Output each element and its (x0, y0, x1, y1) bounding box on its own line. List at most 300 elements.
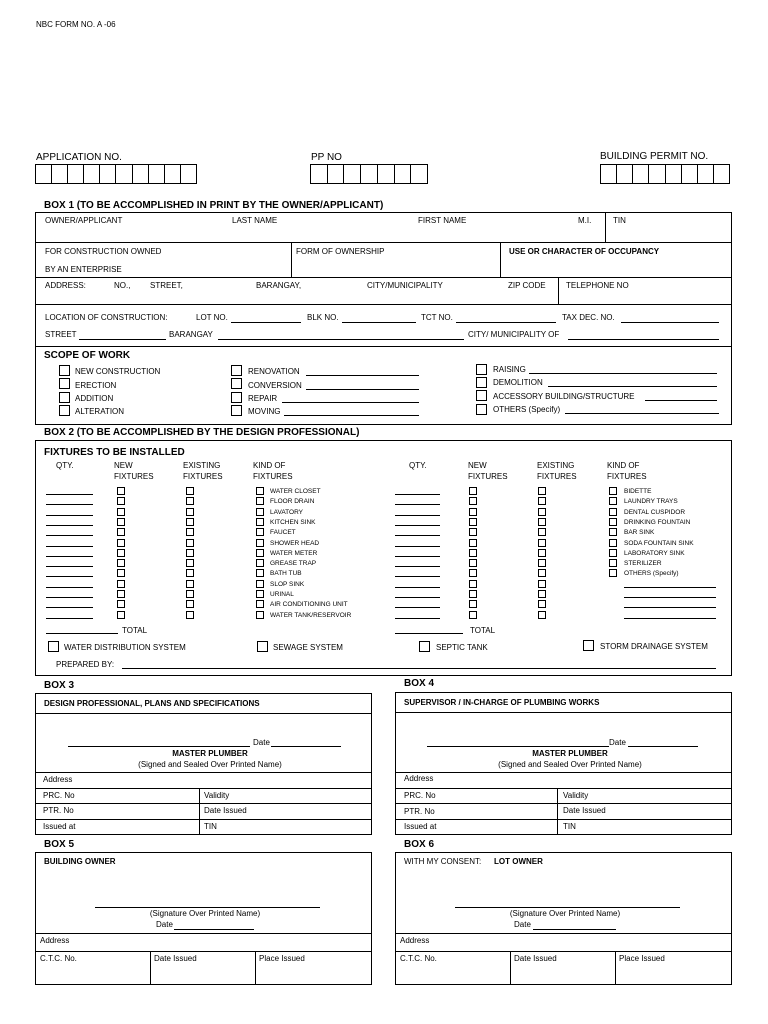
pp-no-label: PP NO (311, 152, 342, 163)
box4-divider (395, 772, 732, 773)
fixture-qty-field[interactable] (395, 546, 440, 547)
new-fixture-checkbox[interactable] (117, 600, 125, 608)
moving-checkbox[interactable] (231, 405, 242, 416)
box4-label: BOX 4 (404, 678, 435, 689)
alteration-checkbox[interactable] (59, 405, 70, 416)
kind-fixture-checkbox[interactable] (256, 611, 264, 619)
system-label: STORM DRAINAGE SYSTEM (600, 642, 708, 651)
address-barangay-label: BARANGAY, (256, 281, 302, 290)
fixture-label: SODA FOUNTAIN SINK (624, 539, 694, 547)
other-fixture-field[interactable] (624, 618, 716, 619)
others-field[interactable] (565, 413, 719, 414)
fixture-label: BAR SINK (624, 529, 655, 537)
box4-divider (395, 819, 732, 820)
repair-checkbox[interactable] (231, 392, 242, 403)
tax-dec-label: TAX DEC. NO. (562, 313, 615, 322)
kind-header-1: KIND OF (253, 461, 286, 470)
box4-issued-at-label: Issued at (404, 822, 437, 831)
kind-fixture-checkbox[interactable] (256, 590, 264, 598)
fixture-qty-field[interactable] (46, 515, 93, 516)
box6-consent-label: WITH MY CONSENT: (404, 857, 482, 866)
kind-fixture-checkbox[interactable] (256, 518, 264, 526)
fixture-qty-field[interactable] (46, 587, 93, 588)
box4-divider (395, 788, 732, 789)
existing-fixture-checkbox[interactable] (186, 611, 194, 619)
demolition-checkbox[interactable] (476, 377, 487, 388)
tct-no-field[interactable] (456, 322, 556, 323)
fixture-label: SHOWER HEAD (270, 539, 320, 547)
box4-ptr-label: PTR. No (404, 807, 435, 816)
existing-fixture-checkbox[interactable] (186, 590, 194, 598)
construction-owned-label: FOR CONSTRUCTION OWNED (45, 247, 162, 256)
scope-label: ADDITION (75, 394, 114, 403)
box6-place-issued-label: Place Issued (619, 954, 665, 963)
box3-title: DESIGN PROFESSIONAL, PLANS AND SPECIFICATIONS (44, 699, 260, 708)
new-header-2: FIXTURES (114, 472, 154, 481)
total-left-field[interactable] (46, 633, 118, 634)
kind-header-2: FIXTURES (253, 472, 293, 481)
kind-fixture-checkbox[interactable] (256, 549, 264, 557)
new-fixture-checkbox[interactable] (117, 528, 125, 536)
box4-signed-sealed: (Signed and Sealed Over Printed Name) (498, 760, 642, 769)
total-right-field[interactable] (395, 633, 463, 634)
first-name-label: FIRST NAME (418, 216, 467, 225)
existing-fixture-checkbox[interactable] (186, 528, 194, 536)
blk-no-label: BLK NO. (307, 313, 339, 322)
city-of-field[interactable] (568, 339, 719, 340)
existing-fixture-checkbox[interactable] (186, 559, 194, 567)
box3-date-issued-label: Date Issued (204, 806, 247, 815)
existing-fixture-checkbox[interactable] (538, 487, 546, 495)
barangay-label: BARANGAY (169, 330, 213, 339)
fixture-qty-field[interactable] (395, 607, 440, 608)
kind-fixture-checkbox[interactable] (256, 528, 264, 536)
box3-divider (35, 788, 372, 789)
box3-prc-label: PRC. No (43, 791, 75, 800)
new-fixture-checkbox[interactable] (469, 580, 477, 588)
box4-date-field[interactable] (628, 746, 698, 747)
kind-header-1: KIND OF (607, 461, 640, 470)
box6-divider (510, 951, 511, 985)
box6-date-label: Date (514, 920, 531, 929)
existing-header-1: EXISTING (537, 461, 575, 470)
fixture-label: KITCHEN SINK (270, 518, 316, 526)
scope-label: ALTERATION (75, 407, 125, 416)
qty-header: QTY. (56, 461, 74, 470)
use-or-character-label: USE OR CHARACTER OF OCCUPANCY (509, 247, 660, 256)
scope-label: MOVING (248, 407, 281, 416)
existing-fixture-checkbox[interactable] (186, 539, 194, 547)
fixture-qty-field[interactable] (395, 597, 440, 598)
fixture-qty-field[interactable] (46, 607, 93, 608)
demolition-field[interactable] (548, 386, 717, 387)
raising-field[interactable] (529, 373, 717, 374)
box3-ptr-label: PTR. No (43, 806, 74, 815)
new-fixture-checkbox[interactable] (117, 611, 125, 619)
new-fixture-checkbox[interactable] (469, 487, 477, 495)
septic-tank-checkbox[interactable] (419, 641, 430, 652)
box5-date-label: Date (156, 920, 173, 929)
kind-fixture-checkbox[interactable] (256, 487, 264, 495)
new-fixture-checkbox[interactable] (469, 497, 477, 505)
total-right-label: TOTAL (470, 626, 496, 635)
kind-fixture-checkbox[interactable] (256, 559, 264, 567)
new-fixture-checkbox[interactable] (117, 569, 125, 577)
box3-divider (35, 803, 372, 804)
box4-validity-label: Validity (563, 791, 589, 800)
fixture-label: LAVATORY (270, 508, 303, 516)
tax-dec-field[interactable] (621, 322, 719, 323)
fixture-qty-field[interactable] (46, 546, 93, 547)
box3-signed-sealed: (Signed and Sealed Over Printed Name) (138, 760, 282, 769)
fixture-qty-field[interactable] (46, 535, 93, 536)
fixture-label: WATER TANK/RESERVOIR (270, 611, 352, 619)
box3-tin-label: TIN (204, 822, 217, 831)
existing-fixture-checkbox[interactable] (538, 590, 546, 598)
scope-label: ACCESSORY BUILDING/STRUCTURE (493, 392, 635, 401)
new-fixture-checkbox[interactable] (469, 549, 477, 557)
existing-fixture-checkbox[interactable] (538, 518, 546, 526)
box6-date-issued-label: Date Issued (514, 954, 557, 963)
box4-address-label: Address (404, 774, 434, 783)
existing-fixture-checkbox[interactable] (538, 539, 546, 547)
existing-fixture-checkbox[interactable] (538, 600, 546, 608)
new-fixture-checkbox[interactable] (117, 549, 125, 557)
existing-header-2: FIXTURES (537, 472, 577, 481)
new-fixture-checkbox[interactable] (117, 539, 125, 547)
prepared-by-label: PREPARED BY: (56, 660, 115, 669)
fixture-qty-field[interactable] (46, 494, 93, 495)
new-fixture-checkbox[interactable] (117, 508, 125, 516)
box4-title: SUPERVISOR / IN-CHARGE OF PLUMBING WORKS (404, 698, 600, 707)
box3-validity-label: Validity (204, 791, 230, 800)
new-fixture-checkbox[interactable] (117, 559, 125, 567)
renovation-checkbox[interactable] (231, 365, 242, 376)
application-no-label: APPLICATION NO. (36, 152, 122, 163)
barangay-field[interactable] (218, 339, 464, 340)
new-fixture-checkbox[interactable] (117, 497, 125, 505)
new-fixture-checkbox[interactable] (117, 580, 125, 588)
raising-checkbox[interactable] (476, 364, 487, 375)
fixture-label: BATH TUB (270, 570, 302, 578)
kind-fixture-checkbox[interactable] (256, 497, 264, 505)
fixture-qty-field[interactable] (46, 597, 93, 598)
repair-field[interactable] (282, 402, 419, 403)
box6-divider (395, 951, 732, 952)
system-label: WATER DISTRIBUTION SYSTEM (64, 643, 186, 652)
fixture-qty-field[interactable] (395, 618, 440, 619)
zip-code-label: ZIP CODE (508, 281, 546, 290)
fixture-qty-field[interactable] (395, 566, 440, 567)
box4-divider (395, 803, 732, 804)
new-header-1: NEW (468, 461, 487, 470)
fixture-qty-field[interactable] (395, 525, 440, 526)
address-street-label: STREET, (150, 281, 183, 290)
fixture-label: BIDETTE (624, 488, 652, 495)
box6-date-field[interactable] (533, 929, 616, 930)
box1-divider (605, 212, 606, 242)
box5-divider (150, 951, 151, 985)
system-label: SEWAGE SYSTEM (273, 643, 343, 652)
existing-fixture-checkbox[interactable] (186, 487, 194, 495)
box5-title: BUILDING OWNER (44, 857, 116, 866)
existing-fixture-checkbox[interactable] (538, 508, 546, 516)
accessory-building-checkbox[interactable] (476, 390, 487, 401)
fixture-qty-field[interactable] (46, 566, 93, 567)
fixture-label: OTHERS (Specify) (624, 570, 679, 578)
tin-label: TIN (613, 216, 626, 225)
kind-fixture-checkbox[interactable] (256, 580, 264, 588)
fixture-label: GREASE TRAP (270, 560, 317, 568)
box6-divider (615, 951, 616, 985)
fixture-qty-field[interactable] (46, 525, 93, 526)
existing-fixture-checkbox[interactable] (186, 600, 194, 608)
box3-signature-field[interactable] (68, 746, 250, 747)
new-fixture-checkbox[interactable] (469, 611, 477, 619)
box4-master-plumber: MASTER PLUMBER (532, 749, 608, 758)
fixture-qty-field[interactable] (46, 618, 93, 619)
box1-divider (291, 242, 292, 277)
existing-fixture-checkbox[interactable] (186, 497, 194, 505)
fixture-label: WATER CLOSET (270, 488, 321, 495)
box3-date-label: Date (253, 738, 270, 747)
box4-divider (557, 788, 558, 835)
accessory-building-field[interactable] (645, 400, 717, 401)
existing-fixture-checkbox[interactable] (538, 580, 546, 588)
existing-fixture-checkbox[interactable] (186, 549, 194, 557)
scope-label: REPAIR (248, 394, 278, 403)
total-left-label: TOTAL (122, 626, 148, 635)
box1-divider (35, 277, 732, 278)
building-permit-no-label: BUILDING PERMIT NO. (600, 151, 709, 162)
fixture-label: URINAL (270, 591, 294, 598)
kind-fixture-checkbox[interactable] (609, 528, 617, 536)
new-fixture-checkbox[interactable] (469, 590, 477, 598)
kind-fixture-checkbox[interactable] (609, 559, 617, 567)
box3-address-label: Address (43, 775, 73, 784)
street-field[interactable] (79, 339, 166, 340)
box4-date-label: Date (609, 738, 626, 747)
scope-label: RAISING (493, 365, 526, 374)
by-enterprise-label: BY AN ENTERPRISE (45, 265, 122, 274)
new-construction-checkbox[interactable] (59, 365, 70, 376)
existing-fixture-checkbox[interactable] (538, 528, 546, 536)
box4-date-issued-label: Date Issued (563, 806, 606, 815)
storm-drainage-checkbox[interactable] (583, 640, 594, 651)
new-fixture-checkbox[interactable] (117, 590, 125, 598)
box6-title: LOT OWNER (494, 857, 543, 866)
box6-divider (395, 933, 732, 934)
box4-signature-field[interactable] (427, 746, 609, 747)
fixture-qty-field[interactable] (395, 494, 440, 495)
box2-title: BOX 2 (TO BE ACCOMPLISHED BY THE DESIGN PROFESSIONAL) (44, 427, 360, 438)
kind-fixture-checkbox[interactable] (609, 497, 617, 505)
fixture-qty-field[interactable] (395, 535, 440, 536)
box6-label: BOX 6 (404, 839, 435, 850)
water-distribution-checkbox[interactable] (48, 641, 59, 652)
fixture-label: FLOOR DRAIN (270, 498, 315, 506)
owner-applicant-label: OWNER/APPLICANT (45, 216, 123, 225)
box1-divider (35, 242, 732, 243)
other-fixture-field[interactable] (624, 587, 716, 588)
new-fixture-checkbox[interactable] (469, 518, 477, 526)
erection-checkbox[interactable] (59, 378, 70, 389)
box5-address-label: Address (40, 936, 70, 945)
fixture-qty-field[interactable] (395, 556, 440, 557)
other-fixture-field[interactable] (624, 597, 716, 598)
box4-prc-label: PRC. No (404, 791, 436, 800)
new-fixture-checkbox[interactable] (469, 539, 477, 547)
box6-address-label: Address (400, 936, 430, 945)
scope-label: RENOVATION (248, 367, 300, 376)
scope-label: NEW CONSTRUCTION (75, 367, 161, 376)
scope-label: OTHERS (Specify) (493, 405, 561, 414)
box4-divider (395, 712, 732, 713)
box1-divider (35, 346, 732, 347)
box3-date-field[interactable] (271, 746, 341, 747)
fixtures-to-be-installed-label: FIXTURES TO BE INSTALLED (44, 447, 185, 458)
lot-no-label: LOT NO. (196, 313, 228, 322)
existing-fixture-checkbox[interactable] (186, 580, 194, 588)
kind-fixture-checkbox[interactable] (609, 569, 617, 577)
tct-no-label: TCT NO. (421, 313, 453, 322)
pp-no-field[interactable] (310, 164, 428, 184)
box5-ctc-label: C.T.C. No. (40, 954, 77, 963)
new-fixture-checkbox[interactable] (469, 600, 477, 608)
box1-divider (500, 242, 501, 277)
prepared-by-field[interactable] (122, 668, 716, 669)
location-label: LOCATION OF CONSTRUCTION: (45, 313, 168, 322)
kind-fixture-checkbox[interactable] (609, 518, 617, 526)
scope-of-work-label: SCOPE OF WORK (44, 350, 131, 361)
existing-header-1: EXISTING (183, 461, 221, 470)
box1-divider (558, 277, 559, 304)
box3-issued-at-label: Issued at (43, 822, 76, 831)
kind-fixture-checkbox[interactable] (256, 508, 264, 516)
street-label: STREET (45, 330, 77, 339)
address-label: ADDRESS: (45, 281, 86, 290)
qty-header: QTY. (409, 461, 427, 470)
address-no-label: NO., (114, 281, 131, 290)
fixture-qty-field[interactable] (46, 504, 93, 505)
box5-divider (35, 951, 372, 952)
fixture-label: SLOP SINK (270, 580, 305, 588)
kind-header-2: FIXTURES (607, 472, 647, 481)
fixture-label: AIR CONDITIONING UNIT (270, 601, 348, 609)
form-of-ownership-label: FORM OF OWNERSHIP (296, 247, 385, 256)
fixture-label: FAUCET (270, 529, 296, 537)
new-fixture-checkbox[interactable] (117, 518, 125, 526)
new-fixture-checkbox[interactable] (469, 528, 477, 536)
new-fixture-checkbox[interactable] (469, 508, 477, 516)
sewage-system-checkbox[interactable] (257, 641, 268, 652)
box3-divider (35, 819, 372, 820)
box3-divider (199, 788, 200, 835)
box6-signature-field[interactable] (455, 907, 680, 908)
existing-fixture-checkbox[interactable] (538, 569, 546, 577)
conversion-field[interactable] (306, 389, 419, 390)
box6-signature-label: (Signature Over Printed Name) (509, 909, 621, 918)
fixture-label: STERILIZER (624, 560, 662, 568)
fixture-label: DRINKING FOUNTAIN (624, 518, 691, 526)
box5-signature-field[interactable] (95, 907, 320, 908)
fixture-qty-field[interactable] (395, 576, 440, 577)
box5-date-issued-label: Date Issued (154, 954, 197, 963)
kind-fixture-checkbox[interactable] (609, 549, 617, 557)
others-checkbox[interactable] (476, 404, 487, 415)
city-of-label: CITY/ MUNICIPALITY OF (468, 330, 560, 339)
fixture-label: LAUNDRY TRAYS (624, 498, 678, 506)
blk-no-field[interactable] (342, 322, 416, 323)
other-fixture-field[interactable] (624, 607, 716, 608)
lot-no-field[interactable] (231, 322, 301, 323)
kind-fixture-checkbox[interactable] (609, 539, 617, 547)
existing-fixture-checkbox[interactable] (538, 611, 546, 619)
application-no-field[interactable] (35, 164, 197, 184)
fixture-qty-field[interactable] (395, 504, 440, 505)
existing-fixture-checkbox[interactable] (186, 508, 194, 516)
box5-divider (255, 951, 256, 985)
existing-fixture-checkbox[interactable] (186, 518, 194, 526)
fixture-qty-field[interactable] (46, 576, 93, 577)
kind-fixture-checkbox[interactable] (256, 569, 264, 577)
existing-fixture-checkbox[interactable] (538, 559, 546, 567)
fixture-label: DENTAL CUSPIDOR (624, 508, 686, 516)
new-header-1: NEW (114, 461, 133, 470)
fixture-qty-field[interactable] (395, 515, 440, 516)
last-name-label: LAST NAME (232, 216, 278, 225)
addition-checkbox[interactable] (59, 392, 70, 403)
renovation-field[interactable] (306, 375, 419, 376)
kind-fixture-checkbox[interactable] (609, 508, 617, 516)
existing-fixture-checkbox[interactable] (538, 549, 546, 557)
moving-field[interactable] (284, 415, 419, 416)
existing-header-2: FIXTURES (183, 472, 223, 481)
box4-tin-label: TIN (563, 822, 576, 831)
fixture-label: LABORATORY SINK (624, 549, 685, 557)
kind-fixture-checkbox[interactable] (256, 539, 264, 547)
kind-fixture-checkbox[interactable] (609, 487, 617, 495)
new-fixture-checkbox[interactable] (469, 569, 477, 577)
box3-divider (35, 713, 372, 714)
fixture-label: WATER METER (270, 549, 318, 557)
new-fixture-checkbox[interactable] (469, 559, 477, 567)
telephone-label: TELEPHONE NO (566, 281, 629, 290)
fixture-qty-field[interactable] (46, 556, 93, 557)
conversion-checkbox[interactable] (231, 378, 242, 389)
box5-place-issued-label: Place Issued (259, 954, 305, 963)
scope-label: ERECTION (75, 381, 117, 390)
scope-label: CONVERSION (248, 381, 302, 390)
existing-fixture-checkbox[interactable] (186, 569, 194, 577)
box5-signature-label: (Signature Over Printed Name) (149, 909, 261, 918)
box3-label: BOX 3 (44, 680, 75, 691)
fixture-qty-field[interactable] (395, 587, 440, 588)
box6-ctc-label: C.T.C. No. (400, 954, 437, 963)
box3-divider (35, 772, 372, 773)
new-header-2: FIXTURES (468, 472, 508, 481)
box5-date-field[interactable] (174, 929, 254, 930)
box5-divider (35, 933, 372, 934)
scope-label: DEMOLITION (493, 378, 543, 387)
box1-divider (35, 304, 732, 305)
new-fixture-checkbox[interactable] (117, 487, 125, 495)
building-permit-no-field[interactable] (600, 164, 730, 184)
existing-fixture-checkbox[interactable] (538, 497, 546, 505)
kind-fixture-checkbox[interactable] (256, 600, 264, 608)
form-number: NBC FORM NO. A -06 (36, 20, 116, 29)
box5-label: BOX 5 (44, 839, 75, 850)
